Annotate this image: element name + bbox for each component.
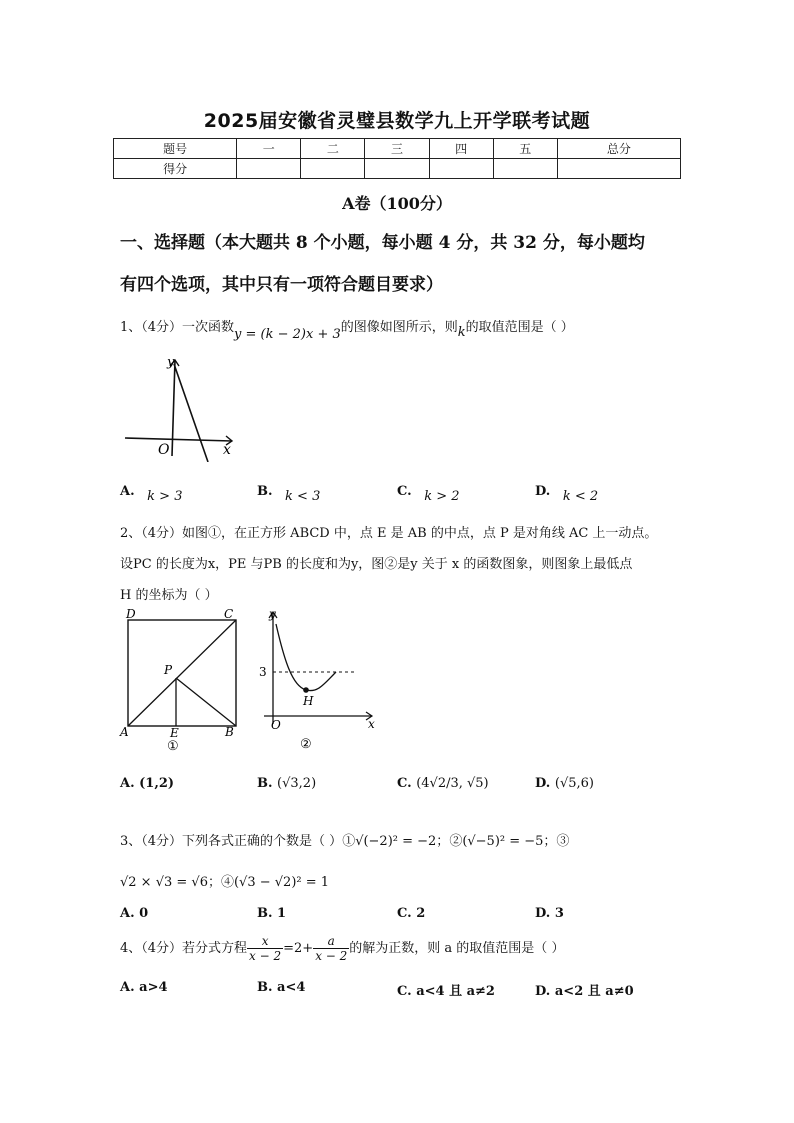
option-label: A.	[120, 906, 135, 921]
option-text: (√5,6)	[554, 776, 594, 791]
q3-item4: ④(√3 − √2)² = 1	[220, 875, 330, 890]
q1-x-label: x	[223, 442, 231, 458]
page-title: 2025届安徽省灵璧县数学九上开学联考试题	[203, 110, 591, 132]
question-4-text	[120, 934, 564, 963]
q2-square-figure	[116, 604, 246, 752]
option-label: C.	[397, 906, 412, 921]
score-cell	[429, 159, 493, 179]
q1-middle: 的图像如图所示，则	[340, 320, 458, 335]
header-cell: 三	[365, 139, 429, 159]
q2-curve	[276, 624, 336, 691]
figure-1-caption: ①	[167, 739, 179, 752]
score-cell	[557, 159, 680, 179]
q1-var: k	[457, 325, 466, 340]
option-text: k > 3	[147, 489, 183, 504]
option-label: A.	[120, 980, 135, 995]
option-text: (√3,2)	[277, 776, 317, 791]
score-table-header-row	[114, 139, 681, 159]
question-3-line1	[120, 830, 569, 849]
label-b: B	[225, 725, 234, 739]
option-label: D.	[535, 984, 551, 999]
q4-fraction-1	[247, 934, 283, 963]
section-heading-line2: 有四个选项，其中只有一项符合题目要求）	[120, 275, 443, 295]
option-text: k < 3	[285, 489, 321, 504]
q1-x-axis	[125, 438, 232, 441]
header-cell: 题号	[114, 139, 237, 159]
label-c: C	[224, 607, 234, 621]
header-cell: 五	[493, 139, 557, 159]
fraction-denominator: x − 2	[315, 949, 348, 963]
option-label: A.	[120, 776, 135, 791]
question-2-line2: 设PC 的长度为x，PE 与PB 的长度和为y，图②是y 关于 x 的函数图象，则图象上最低点	[120, 557, 633, 572]
q4-fraction-2	[313, 934, 349, 963]
option-text: (4√2/3, √5)	[416, 776, 489, 791]
section-heading-line1: 一、选择题（本大题共 8 个小题，每小题 4 分，共 32 分，每小题均	[120, 233, 645, 253]
segment-pb	[176, 678, 236, 726]
option-text: k > 2	[424, 489, 460, 504]
q4-option-a[interactable]	[120, 980, 168, 995]
q2-option-c[interactable]	[397, 776, 489, 791]
option-label: C.	[397, 984, 412, 999]
option-text: k < 2	[562, 489, 599, 504]
option-text: (1,2)	[139, 776, 175, 791]
label-a: A	[120, 725, 129, 739]
q4-option-d[interactable]	[535, 980, 634, 999]
q1-option-a[interactable]	[120, 484, 183, 504]
fraction-denominator: x − 2	[249, 949, 282, 963]
option-text: a<4 且 a≠2	[416, 984, 495, 999]
option-text: 2	[416, 906, 426, 921]
q4-suffix: 的解为正数，则 a 的取值范围是（ ）	[349, 941, 565, 956]
question-2-line3: H 的坐标为（ ）	[120, 588, 218, 603]
q4-option-b[interactable]	[257, 980, 305, 995]
q1-y-axis	[172, 360, 175, 456]
label-e: E	[170, 726, 179, 740]
q2-origin-label: O	[271, 718, 281, 732]
q3-option-b[interactable]	[257, 906, 286, 921]
option-label: C.	[397, 484, 412, 499]
option-text: a<2 且 a≠0	[554, 984, 634, 999]
q2-option-d[interactable]	[535, 776, 594, 791]
header-cell: 二	[301, 139, 365, 159]
option-label: B.	[257, 776, 273, 791]
header-cell: 四	[429, 139, 493, 159]
q1-option-b[interactable]	[257, 484, 321, 504]
q3-item3: √2 × √3 = √6；	[120, 875, 221, 890]
q2-option-b[interactable]	[257, 776, 316, 791]
score-cell	[493, 159, 557, 179]
row-label-cell: 得分	[114, 159, 237, 179]
option-text: 3	[554, 906, 564, 921]
option-label: B.	[257, 980, 273, 995]
score-cell	[301, 159, 365, 179]
q2-y-label: y	[269, 607, 276, 621]
score-table	[113, 138, 681, 179]
q3-prefix: 3、（4分）下列各式正确的个数是（ ）	[120, 834, 343, 849]
q2-option-a[interactable]	[120, 776, 174, 791]
q2-tick-3: 3	[259, 665, 267, 679]
option-label: B.	[257, 484, 273, 499]
option-label: C.	[397, 776, 412, 791]
score-table-score-row	[114, 159, 681, 179]
q1-prefix: 1、（4分）一次函数	[120, 320, 235, 335]
q3-option-d[interactable]	[535, 906, 564, 921]
score-cell	[237, 159, 301, 179]
option-text: a>4	[139, 980, 168, 995]
q3-option-a[interactable]	[120, 906, 148, 921]
q1-function-line	[174, 364, 208, 462]
option-text: 0	[139, 906, 149, 921]
header-cell: 总分	[557, 139, 680, 159]
q1-origin-label: O	[158, 442, 170, 458]
diagonal-ac	[128, 620, 236, 726]
q4-prefix: 4、（4分）若分式方程	[120, 941, 248, 956]
q4-mid: =2+	[283, 941, 314, 956]
header-cell: 一	[237, 139, 301, 159]
q4-option-c[interactable]	[397, 980, 495, 999]
q3-option-c[interactable]	[397, 906, 425, 921]
option-label: A.	[120, 484, 135, 499]
question-2-line1: 2、（4分）如图①，在正方形 ABCD 中，点 E 是 AB 的中点，点 P 是对角线 AC 上一动点。	[120, 526, 658, 541]
figure-2-caption: ②	[300, 737, 312, 752]
fraction-numerator: x	[247, 934, 283, 949]
q3-item1: ①√(−2)² = −2；	[342, 834, 450, 849]
option-label: D.	[535, 906, 551, 921]
option-text: 1	[277, 906, 287, 921]
q3-item2: ②(√−5)² = −5；③	[449, 834, 570, 849]
option-label: D.	[535, 776, 551, 791]
label-d: D	[126, 607, 136, 621]
question-3-line2	[120, 871, 329, 890]
option-text: a<4	[277, 980, 306, 995]
point-h	[303, 687, 309, 693]
q2-x-label: x	[368, 717, 375, 731]
option-label: D.	[535, 484, 551, 499]
score-cell	[365, 159, 429, 179]
question-1-text	[120, 316, 574, 342]
label-h: H	[303, 694, 314, 708]
fraction-numerator: a	[313, 934, 349, 949]
q1-option-c[interactable]	[397, 484, 460, 504]
option-label: B.	[257, 906, 273, 921]
q1-formula: y = (k − 2)x + 3	[234, 327, 341, 342]
q2-function-graph	[256, 604, 380, 752]
q1-graph	[120, 350, 240, 462]
label-p: P	[164, 663, 173, 677]
section-subtitle: A卷（100分）	[342, 194, 452, 213]
q1-suffix: 的取值范围是（ ）	[465, 320, 574, 335]
q1-y-label: y	[167, 355, 175, 370]
q1-option-d[interactable]	[535, 484, 599, 504]
